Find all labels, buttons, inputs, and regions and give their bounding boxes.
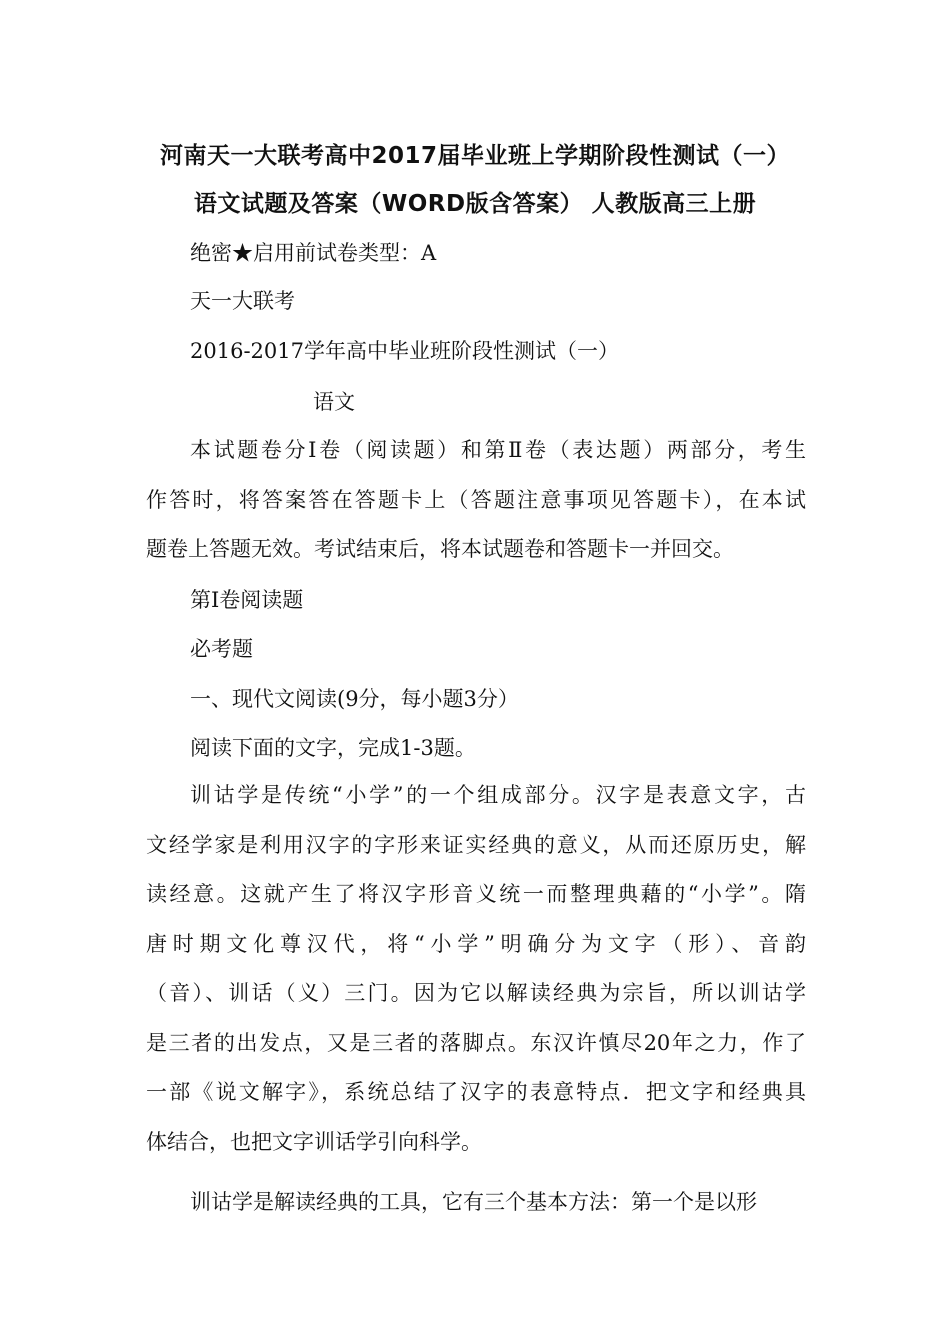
- passage-line: 是三者的出发点，又是三者的落脚点。东汉许慎尽20年之力，作了: [146, 1030, 806, 1055]
- passage-paragraph-1: [146, 771, 806, 1167]
- document-title-line-1: 河南天一大联考高中2017届毕业班上学期阶段性测试（一）: [159, 143, 790, 169]
- passage-line: 体结合，也把文字训话学引向科学。: [146, 1129, 482, 1154]
- instructions-line: 题卷上答题无效。考试结束后，将本试题卷和答题卡一并回交。: [146, 537, 734, 561]
- required-heading: 必考题: [190, 637, 253, 661]
- passage-line: 唐时期文化尊汉代，将“小学”明确分为文字（形）、音韵: [146, 931, 806, 956]
- passage-line: （音）、训话（义）三门。因为它以解读经典为宗旨，所以训诂学: [146, 981, 806, 1005]
- instructions-paragraph: [146, 426, 806, 575]
- reading-prompt: 阅读下面的文字，完成1-3题。: [190, 736, 476, 760]
- passage-line: 一部《说文解字》，系统总结了汉字的表意特点．把文字和经典具: [146, 1080, 806, 1104]
- passage-line: 训诂学是解读经典的工具，它有三个基本方法：第一个是以形: [190, 1190, 757, 1214]
- document-title-line-2: 语文试题及答案（WORD版含答案） 人教版高三上册: [193, 191, 757, 217]
- confidential-label: 绝密★启用前试卷类型：A: [190, 241, 437, 265]
- volume-heading: 第Ⅰ卷阅读题: [190, 588, 304, 612]
- exam-name: 2016-2017学年高中毕业班阶段性测试（一）: [190, 339, 619, 363]
- organizer-label: 天一大联考: [190, 289, 295, 313]
- passage-paragraph-2: [146, 1178, 806, 1228]
- instructions-line: 本试题卷分Ⅰ卷（阅读题）和第Ⅱ卷（表达题）两部分，考生: [190, 438, 806, 462]
- subject-label: 语文: [313, 390, 355, 414]
- part-heading: 一、现代文阅读(9分，每小题3分）: [190, 687, 519, 711]
- passage-line: 读经意。这就产生了将汉字形音义统一而整理典藉的“小学”。隋: [146, 882, 806, 906]
- passage-line: 文经学家是利用汉字的字形来证实经典的意义，从而还原历史，解: [146, 832, 806, 857]
- passage-line: 训诂学是传统“小学”的一个组成部分。汉字是表意文字，古: [190, 783, 806, 807]
- instructions-line: 作答时，将答案答在答题卡上（答题注意事项见答题卡），在本试: [146, 487, 806, 512]
